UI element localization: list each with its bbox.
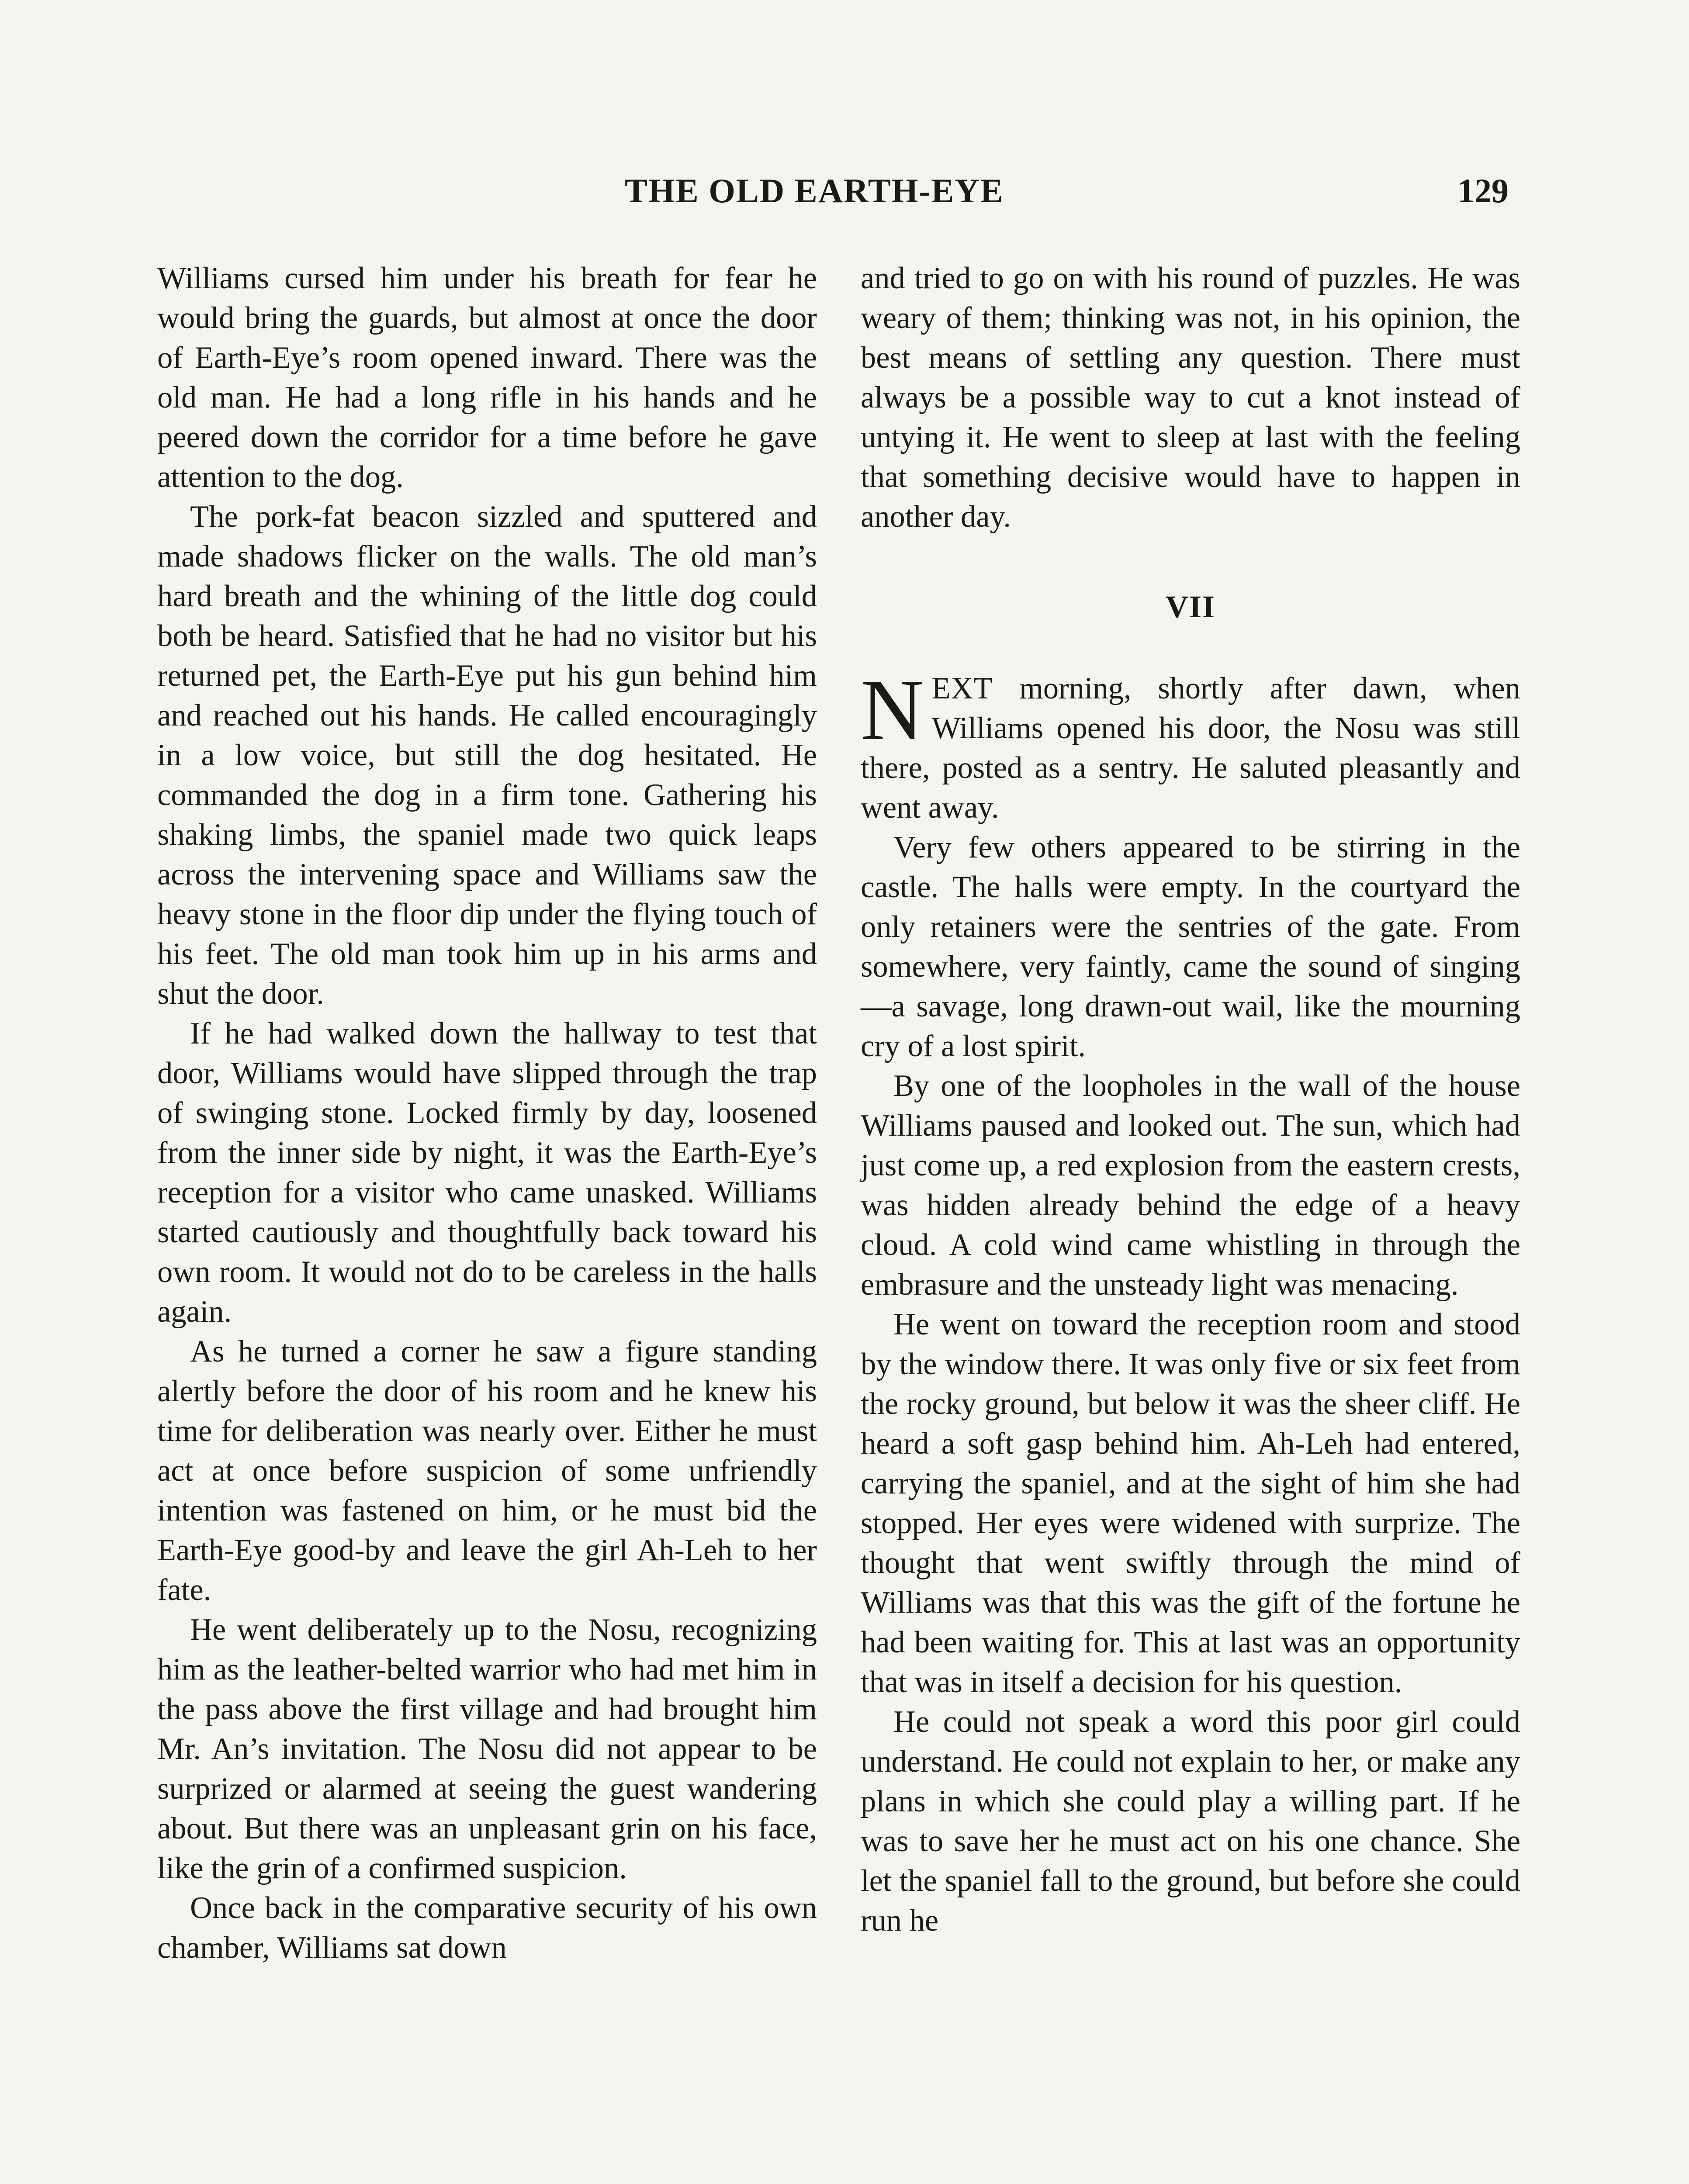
paragraph: He could not speak a word this poor girl could understand. He could not explain to her, or make any plans in which she could play a willing part. If he was to save her he must act on his one chance. She let the spaniel fall to the ground, but before she could run he (861, 1705, 1520, 1938)
running-title: THE OLD EARTH-EYE (625, 172, 1004, 210)
paragraph: Williams cursed him under his breath for fear he would bring the guards, but almost at once the door of Earth-Eye’s room opened inward. There was the old man. He had a long rifle in his hands and he peered down the corridor for a time before he gave attention to the dog. (157, 261, 817, 494)
drop-cap: N (861, 662, 924, 758)
paragraph: Very few others appeared to be stirring in the castle. The halls were empty. In the courtyard the only retainers were the sentries of the gate. From somewhere, very faintly, came the sound of singing—a savage, long drawn-out wail, like the mourning cry of a lost spirit. (861, 830, 1520, 1063)
page-number: 129 (1457, 172, 1509, 210)
paragraph: If he had walked down the hallway to test that door, Williams would have slipped through the trap of swinging stone. Locked firmly by day, loosened from the inner side by night, it was the Earth-Eye’s reception for a visitor who came unasked. Williams started cautiously and thoughtfully back toward his own room. It would not do to be careless in the halls again. (157, 1016, 817, 1329)
paragraph: As he turned a corner he saw a figure standing alertly before the door of his room and he knew his time for deliberation was nearly over. Either he must act at once before suspicion of some unfriendly intention was fastened on him, or he must bid the Earth-Eye good-by and leave the girl Ah-Leh to her fate. (157, 1334, 817, 1607)
right-column (861, 259, 1520, 1941)
paragraph: and tried to go on with his round of puzzles. He was weary of them; thinking was not, in his opinion, the best means of settling any question. There must always be a possible way to cut a knot instead of untying it. He went to sleep at last with the feeling that something decisive would have to happen in another day. (861, 261, 1520, 534)
section-heading: VII (1165, 589, 1216, 624)
paragraph: He went on toward the reception room and stood by the window there. It was only five or six feet from the rocky ground, but below it was the sheer cliff. He heard a soft gasp behind him. Ah-Leh had entered, carrying the spaniel, and at the sight of him she had stopped. Her eyes were widened with surprize. The thought that went swiftly through the mind of Williams was that this was the gift of the fortune he had been waiting for. This at last was an opportunity that was in itself a decision for his question. (861, 1307, 1520, 1699)
left-column (157, 259, 817, 1968)
paragraph: By one of the loopholes in the wall of the house Williams paused and looked out. The sun, which had just come up, a red explosion from the eastern crests, was hidden already behind the edge of a heavy cloud. A cold wind came whistling in through the embrasure and the unsteady light was menacing. (861, 1069, 1520, 1302)
opening-smallcaps: EXT (931, 671, 993, 705)
chapter-opening-paragraph (861, 662, 1520, 828)
paragraph: The pork-fat beacon sizzled and sputtered and made shadows flicker on the walls. The old man’s hard breath and the whining of the little dog could both be heard. Satisfied that he had no visitor but his returned pet, the Earth-Eye put his gun behind him and reached out his hands. He called encouragingly in a low voice, but still the dog hesitated. He commanded the dog in a firm tone. Gathering his shaking limbs, the spaniel made two quick leaps across the intervening space and Williams saw the heavy stone in the floor dip under the flying touch of his feet. The old man took him up in his arms and shut the door. (157, 500, 817, 1011)
paragraph: He went deliberately up to the Nosu, recognizing him as the leather-belted warrior who had met him in the pass above the first village and had brought him Mr. An’s invitation. The Nosu did not appear to be surprized or alarmed at seeing the guest wandering about. But there was an unpleasant grin on his face, like the grin of a confirmed suspicion. (157, 1613, 817, 1885)
paragraph: Once back in the comparative security of his own chamber, Williams sat down (157, 1891, 817, 1965)
opening-text: morning, shortly after dawn, when Williams opened his door, the Nosu was still there, posted as a sentry. He saluted pleasantly and went away. (861, 671, 1520, 825)
